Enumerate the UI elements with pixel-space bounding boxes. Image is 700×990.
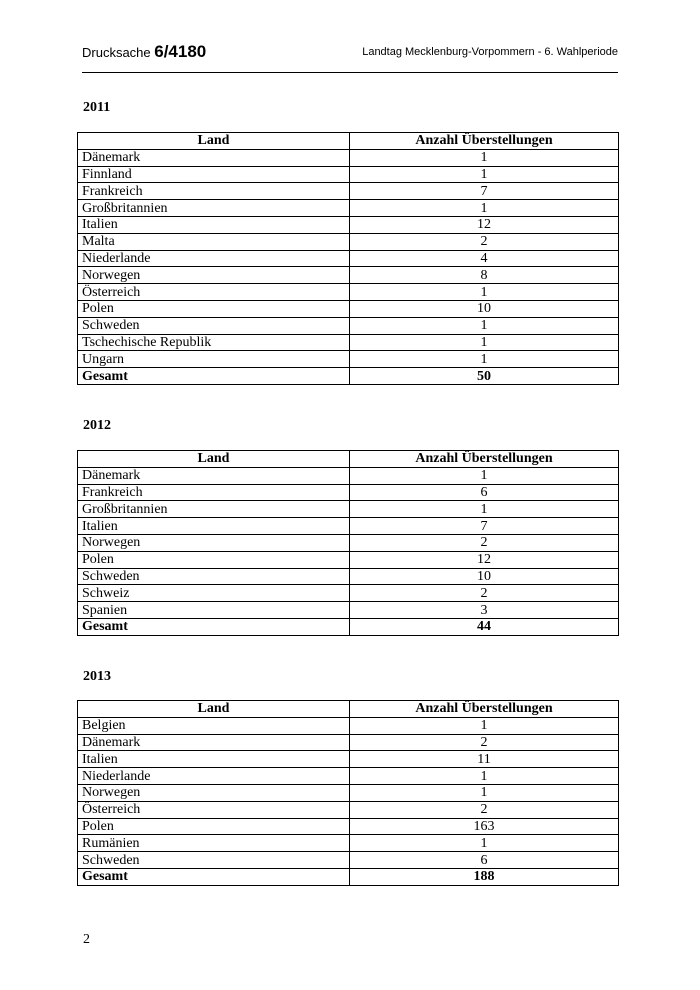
document-number: 6/4180: [154, 42, 207, 61]
count-cell: 2: [350, 801, 619, 818]
count-cell: 10: [350, 300, 619, 317]
transfers-table-2011: [77, 132, 619, 385]
column-header-land: Land: [78, 133, 350, 150]
country-cell: Schweden: [78, 317, 350, 334]
country-cell: Belgien: [78, 717, 350, 734]
count-cell: 4: [350, 250, 619, 267]
table-row: [78, 585, 619, 602]
count-cell: 163: [350, 818, 619, 835]
document-label: Drucksache: [82, 45, 155, 60]
table-row: [78, 149, 619, 166]
country-cell: Frankreich: [78, 183, 350, 200]
table-total-row: [78, 368, 619, 385]
column-header-count: Anzahl Überstellungen: [350, 133, 619, 150]
country-cell: Italien: [78, 216, 350, 233]
country-cell: Polen: [78, 551, 350, 568]
table-row: [78, 334, 619, 351]
column-header-count: Anzahl Überstellungen: [350, 701, 619, 718]
table-row: [78, 166, 619, 183]
table-row: [78, 300, 619, 317]
count-cell: 6: [350, 852, 619, 869]
count-cell: 12: [350, 216, 619, 233]
country-cell: Niederlande: [78, 250, 350, 267]
table-header-row: [78, 701, 619, 718]
count-cell: 1: [350, 768, 619, 785]
table-row: [78, 284, 619, 301]
count-cell: 2: [350, 734, 619, 751]
country-cell: Dänemark: [78, 149, 350, 166]
table-row: [78, 852, 619, 869]
table-header-row: [78, 451, 619, 468]
table-row: [78, 518, 619, 535]
total-label: Gesamt: [78, 618, 350, 635]
table-header-row: [78, 133, 619, 150]
count-cell: 1: [350, 835, 619, 852]
table-row: [78, 233, 619, 250]
count-cell: 1: [350, 467, 619, 484]
country-cell: Dänemark: [78, 467, 350, 484]
country-cell: Norwegen: [78, 534, 350, 551]
table-row: [78, 801, 619, 818]
country-cell: Polen: [78, 300, 350, 317]
table-row: [78, 534, 619, 551]
count-cell: 2: [350, 534, 619, 551]
total-count: 188: [350, 868, 619, 885]
country-cell: Norwegen: [78, 784, 350, 801]
document-reference: [82, 42, 206, 62]
count-cell: 3: [350, 602, 619, 619]
table-row: [78, 183, 619, 200]
count-cell: 2: [350, 233, 619, 250]
count-cell: 6: [350, 484, 619, 501]
table-row: [78, 467, 619, 484]
count-cell: 1: [350, 317, 619, 334]
country-cell: Norwegen: [78, 267, 350, 284]
total-label: Gesamt: [78, 368, 350, 385]
count-cell: 1: [350, 149, 619, 166]
count-cell: 2: [350, 585, 619, 602]
country-cell: Österreich: [78, 284, 350, 301]
table-row: [78, 250, 619, 267]
year-heading-2012: 2012: [83, 418, 111, 433]
country-cell: Rumänien: [78, 835, 350, 852]
country-cell: Malta: [78, 233, 350, 250]
country-cell: Ungarn: [78, 351, 350, 368]
table-row: [78, 200, 619, 217]
table-row: [78, 351, 619, 368]
count-cell: 10: [350, 568, 619, 585]
table-row: [78, 734, 619, 751]
count-cell: 1: [350, 200, 619, 217]
table-row: [78, 484, 619, 501]
count-cell: 1: [350, 284, 619, 301]
table-row: [78, 602, 619, 619]
count-cell: 7: [350, 183, 619, 200]
table-row: [78, 216, 619, 233]
country-cell: Großbritannien: [78, 200, 350, 217]
year-heading-2013: 2013: [83, 669, 111, 684]
count-cell: 11: [350, 751, 619, 768]
total-count: 50: [350, 368, 619, 385]
country-cell: Dänemark: [78, 734, 350, 751]
page-header: [82, 40, 618, 73]
table-row: [78, 267, 619, 284]
country-cell: Niederlande: [78, 768, 350, 785]
table-row: [78, 784, 619, 801]
table-row: [78, 317, 619, 334]
table-row: [78, 551, 619, 568]
count-cell: 1: [350, 166, 619, 183]
country-cell: Schweden: [78, 852, 350, 869]
country-cell: Schweden: [78, 568, 350, 585]
country-cell: Frankreich: [78, 484, 350, 501]
table-row: [78, 768, 619, 785]
table-row: [78, 751, 619, 768]
table-total-row: [78, 618, 619, 635]
country-cell: Schweiz: [78, 585, 350, 602]
column-header-count: Anzahl Überstellungen: [350, 451, 619, 468]
table-row: [78, 818, 619, 835]
count-cell: 1: [350, 351, 619, 368]
count-cell: 12: [350, 551, 619, 568]
transfers-table-2013: [77, 700, 619, 886]
count-cell: 1: [350, 717, 619, 734]
column-header-land: Land: [78, 701, 350, 718]
country-cell: Österreich: [78, 801, 350, 818]
page-number: 2: [83, 932, 90, 947]
count-cell: 7: [350, 518, 619, 535]
total-count: 44: [350, 618, 619, 635]
year-heading-2011: 2011: [83, 100, 111, 115]
count-cell: 8: [350, 267, 619, 284]
table-row: [78, 501, 619, 518]
count-cell: 1: [350, 501, 619, 518]
country-cell: Großbritannien: [78, 501, 350, 518]
country-cell: Italien: [78, 518, 350, 535]
count-cell: 1: [350, 334, 619, 351]
count-cell: 1: [350, 784, 619, 801]
table-total-row: [78, 868, 619, 885]
country-cell: Tschechische Republik: [78, 334, 350, 351]
table-row: [78, 717, 619, 734]
table-row: [78, 568, 619, 585]
country-cell: Italien: [78, 751, 350, 768]
country-cell: Polen: [78, 818, 350, 835]
transfers-table-2012: [77, 450, 619, 636]
total-label: Gesamt: [78, 868, 350, 885]
parliament-title: Landtag Mecklenburg-Vorpommern - 6. Wahlperiode: [362, 46, 618, 58]
country-cell: Spanien: [78, 602, 350, 619]
column-header-land: Land: [78, 451, 350, 468]
table-row: [78, 835, 619, 852]
country-cell: Finnland: [78, 166, 350, 183]
